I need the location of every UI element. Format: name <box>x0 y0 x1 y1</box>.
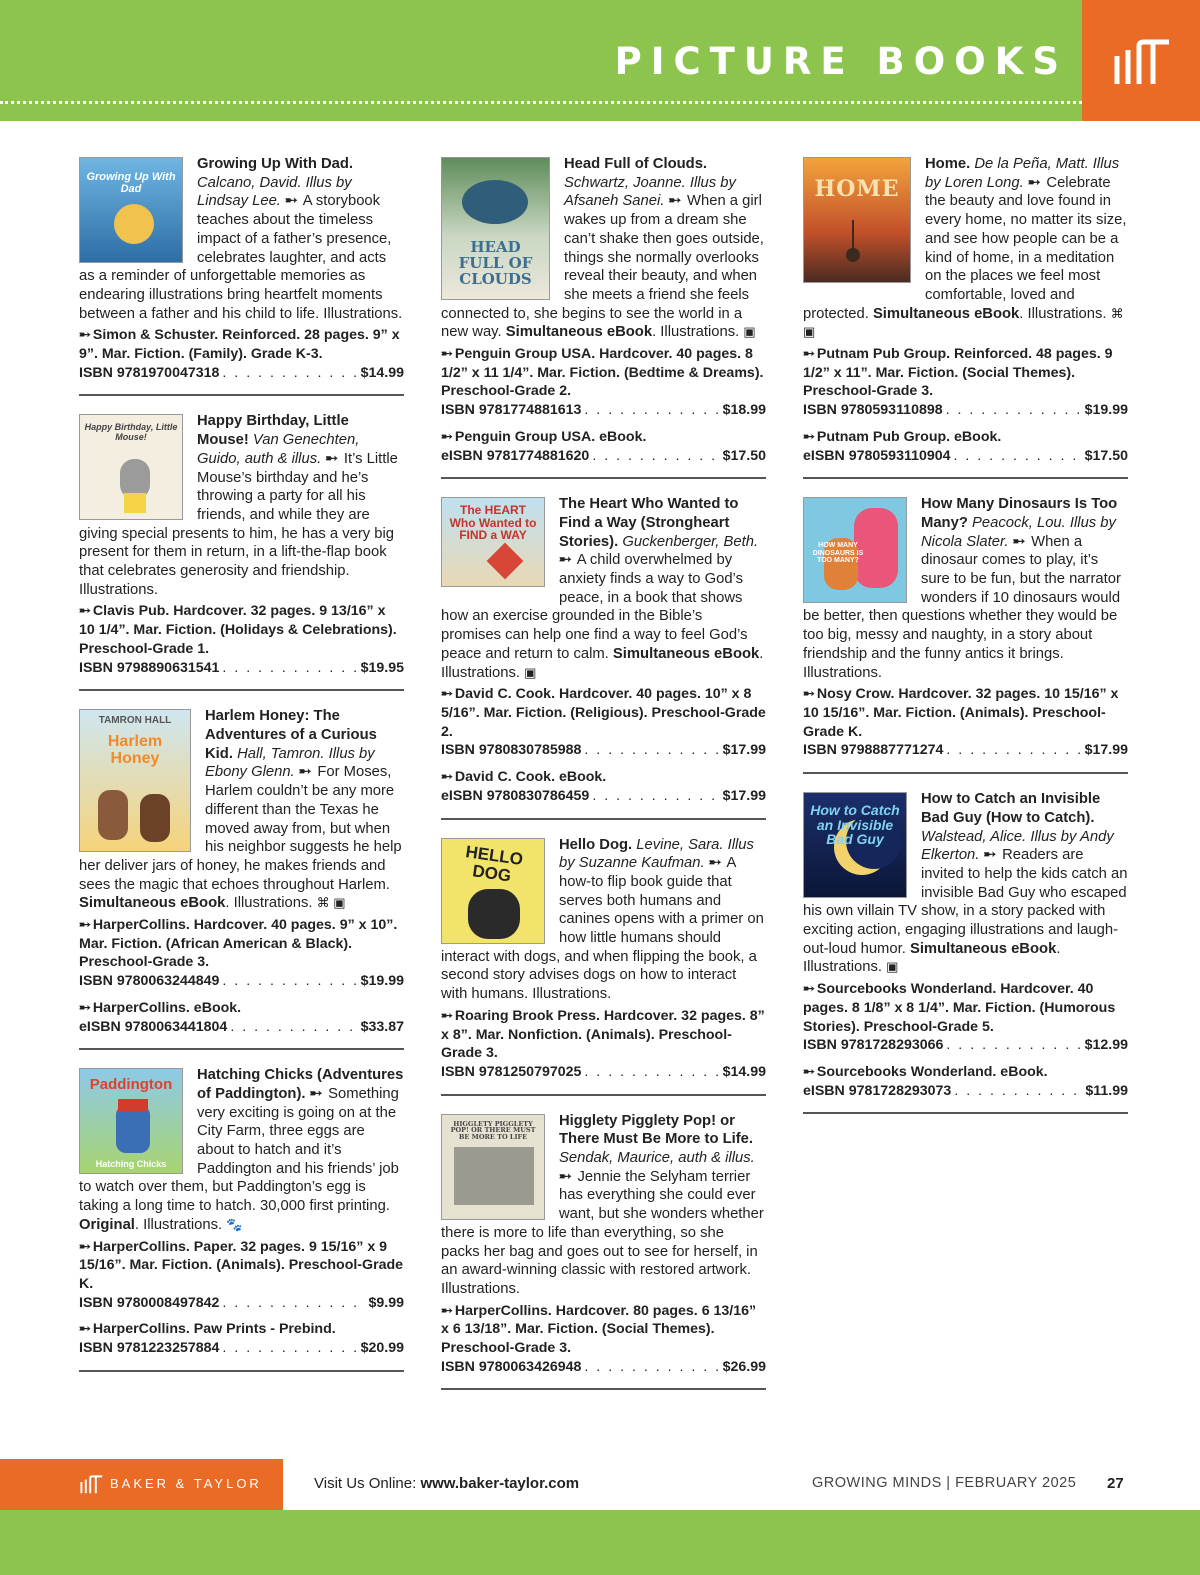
publisher-line: ➸ Simon & Schuster. Reinforced. 28 pages. 9” x 9”. Mar. Fiction. (Family). Grade K-3. <box>79 327 400 363</box>
baker-taylor-logo-icon <box>79 1472 103 1496</box>
publisher-line: ➸ Putnam Pub Group. eBook. <box>803 428 1002 445</box>
isbn-line: ISBN 9781970047318 . . . $14.99 <box>79 364 404 383</box>
book-cover[interactable]: Growing Up With Dad <box>79 157 183 263</box>
paw-icon: 🐾 <box>226 1216 243 1232</box>
publisher-line: ➸ HarperCollins. Hardcover. 80 pages. 6 13/16” x 6 13/18”. Mar. Fiction. (Social Themes). Preschool-Grade 3. <box>441 1302 757 1357</box>
isbn-line: ISBN 9798890631541 . . . $19.95 <box>79 659 404 678</box>
isbn-line: ISBN 9780593110898 . . . $19.99 <box>803 401 1128 420</box>
publisher-line: ➸ HarperCollins. Paw Prints - Prebind. <box>79 1321 336 1338</box>
footer <box>0 1459 1200 1510</box>
publisher-line: ➸ HarperCollins. eBook. <box>79 999 242 1016</box>
section-title: PICTURE BOOKS <box>614 40 1068 83</box>
dotted-divider <box>0 101 1082 104</box>
book-description: Growing Up With Dad. Calcano, David. Illus by Lindsay Lee. ➸ A storybook teaches about the timeless impact of a father’s presence, celebrates laughter, and acts as a reminder of unforgettable memories as endearing illustrations bring heartfelt moments between a father and his child to life. Illustrations. <box>79 156 403 322</box>
book-entry <box>79 707 404 1050</box>
ebook-icon: ▣ <box>524 664 537 680</box>
page-number: 27 <box>1107 1475 1124 1492</box>
book-entry <box>79 155 404 396</box>
book-cover[interactable]: HELLO DOG <box>441 838 545 944</box>
isbn-line: eISBN 9781728293073 . . . $11.99 <box>803 1082 1128 1101</box>
ebook-icon: ▣ <box>743 324 756 340</box>
book-description: Home. De la Peña, Matt. Illus by Loren Long. ➸ Celebrate the beauty and love found in every home, no matter its size, and see how people can be a kind of home, in a meditation on the places we feel most comfortable, loved and protected. Simultaneous eBook. Illustrations. ⌘ ▣ <box>803 156 1127 340</box>
publisher-line: ➸ Penguin Group USA. eBook. <box>441 428 647 445</box>
publisher-line: ➸ HarperCollins. Hardcover. 40 pages. 9” x 10”. Mar. Fiction. (African American & Black). Preschool-Grade 3. <box>79 917 398 971</box>
isbn-line: eISBN 9780593110904 . . . $17.50 <box>803 447 1128 466</box>
footer-url-link[interactable]: www.baker-taylor.com <box>420 1475 580 1492</box>
footer-logo[interactable] <box>0 1459 283 1510</box>
book-entry <box>79 1066 404 1372</box>
publisher-line: ➸ David C. Cook. Hardcover. 40 pages. 10” x 8 5/16”. Mar. Fiction. (Religious). Preschool-Grade 2. <box>441 686 766 740</box>
logo-tab <box>1082 0 1200 121</box>
column-3 <box>803 155 1128 1130</box>
publisher-line: ➸ Nosy Crow. Hardcover. 32 pages. 10 15/16” x 10 15/16”. Mar. Fiction. (Animals). Preschool-Grade K. <box>803 686 1119 740</box>
column-1 <box>79 155 404 1388</box>
book-entry <box>79 412 404 691</box>
book-entry <box>441 1112 766 1391</box>
book-description: Hello Dog. Levine, Sara. Illus by Suzanne Kaufman. ➸ A how-to flip book guide that serves both humans and canines opens with a primer on how little humans should interact with dogs, and when flipping the book, a second story advises dogs on how to interact with humans. Illustrations. <box>441 836 764 1003</box>
book-cover[interactable]: HOME <box>803 157 911 283</box>
baker-taylor-logo-icon <box>1111 38 1171 84</box>
book-description: How to Catch an Invisible Bad Guy (How to Catch). Walstead, Alice. Illus by Andy Elkerton. ➸ Readers are invited to help the kids catch an invisible Bad Guy who escaped his own villain TV show, in a story packed with exciting action, engaging illustrations and laugh-out-loud humor. Simultaneous eBook. Illustrations. ▣ <box>803 791 1128 976</box>
footer-band <box>0 1510 1200 1575</box>
publisher-line: ➸ Clavis Pub. Hardcover. 32 pages. 9 13/16” x 10 1/4”. Mar. Fiction. (Holidays & Celebrations). Preschool-Grade 1. <box>79 603 397 657</box>
book-cover[interactable]: HOW MANY DINOSAURS IS TOO MANY? <box>803 497 907 603</box>
publisher-line: ➸ Sourcebooks Wonderland. Hardcover. 40 pages. 8 1/8” x 8 1/4”. Mar. Fiction. (Humorous Stories). Preschool-Grade 5. <box>803 981 1116 1035</box>
isbn-line: ISBN 9781774881613 . . . $18.99 <box>441 401 766 420</box>
publisher-line: ➸ Putnam Pub Group. Reinforced. 48 pages. 9 1/2” x 11”. Mar. Fiction. (Social Themes). Preschool-Grade 3. <box>803 346 1113 400</box>
isbn-line: eISBN 9780063441804 . . . $33.87 <box>79 1018 404 1037</box>
book-description: Higglety Pigglety Pop! or There Must Be More to Life. Sendak, Maurice, auth & illus. ➸ Jennie the Selyham terrier has everything she could ever want, but she wonders whether there is more to life than everything, so she packs her bag and goes out to see for herself, in an award-winning classic with restored artwork. Illustrations. <box>441 1112 764 1297</box>
ebook-icon: ▣ <box>886 959 899 975</box>
isbn-line: ISBN 9780063244849 . . . $19.99 <box>79 972 404 991</box>
isbn-line: ISBN 9781250797025 . . . $14.99 <box>441 1063 766 1082</box>
book-cover[interactable]: The HEART Who Wanted to FIND a WAY <box>441 497 545 587</box>
book-entry <box>441 836 766 1096</box>
column-2 <box>441 155 766 1406</box>
isbn-line: eISBN 9780830786459 . . . $17.99 <box>441 787 766 806</box>
book-entry <box>441 495 766 819</box>
isbn-line: ISBN 9780830785988 . . . $17.99 <box>441 741 766 760</box>
isbn-line: ISBN 9780063426948 . . . $26.99 <box>441 1358 766 1377</box>
publisher-line: ➸ Sourcebooks Wonderland. eBook. <box>803 1063 1048 1080</box>
book-description: Hatching Chicks (Adventures of Paddington). ➸ Something very exciting is going on at the City Farm, three eggs are about to hatch and it’s Paddington and his friends’ job to watch over them, but Paddington’s egg is taking a long time to hatch. 30,000 first printing. Original. Illustrations. 🐾 <box>79 1067 404 1233</box>
book-cover[interactable]: How to Catch an Invisible Bad Guy <box>803 792 907 898</box>
book-cover[interactable]: Paddington Hatching Chicks <box>79 1068 183 1174</box>
publisher-line: ➸ David C. Cook. eBook. <box>441 769 607 786</box>
isbn-line: ISBN 9781728293066 . . . $12.99 <box>803 1036 1128 1055</box>
publisher-line: ➸ Penguin Group USA. Hardcover. 40 pages. 8 1/2” x 11 1/4”. Mar. Fiction. (Bedtime & Dreams). Preschool-Grade 2. <box>441 346 764 400</box>
book-description: Head Full of Clouds. Schwartz, Joanne. Illus by Afsaneh Sanei. ➸ When a girl wakes up from a dream she can’t shake then goes outside, things she normally overlooks reveal their beauty, and when she meets a friend she feels connected to, she begins to see the world in a new way. Simultaneous eBook. Illustrations. ▣ <box>441 156 764 341</box>
format-icons: ⌘ ▣ <box>316 895 346 911</box>
isbn-line: eISBN 9781774881620 . . . $17.50 <box>441 447 766 466</box>
isbn-line: ISBN 9781223257884 . . . $20.99 <box>79 1339 404 1358</box>
book-description: How Many Dinosaurs Is Too Many? Peacock, Lou. Illus by Nicola Slater. ➸ When a dinosaur comes to play, it’s sure to be fun, but the narrator wonders if 10 dinosaurs would be better, then questions whether they would be too big, messy and naughty, in a story about friendship and the funny antics it brings. Illustrations. <box>803 496 1121 681</box>
book-description: Harlem Honey: The Adventures of a Curious Kid. Hall, Tamron. Illus by Ebony Glenn. ➸ For Moses, Harlem couldn’t be any more different than the Texas he moved away from, but when his neighbor suggests he help her deliver jars of honey, he makes friends and sees the magic that echoes throughout Harlem. Simultaneous eBook. Illustrations. ⌘ ▣ <box>79 708 402 912</box>
publisher-line: ➸ HarperCollins. Paper. 32 pages. 9 15/16” x 9 15/16”. Mar. Fiction. (Animals). Preschool-Grade K. <box>79 1238 404 1292</box>
publisher-line: ➸ Roaring Brook Press. Hardcover. 32 pages. 8” x 8”. Mar. Nonfiction. (Animals). Preschool-Grade 3. <box>441 1007 765 1062</box>
book-cover[interactable]: Happy Birthday, Little Mouse! <box>79 414 183 520</box>
book-cover[interactable]: TAMRON HALL Harlem Honey <box>79 709 191 852</box>
book-entry <box>441 155 766 479</box>
book-description: The Heart Who Wanted to Find a Way (Strongheart Stories). Guckenberger, Beth. ➸ A child overwhelmed by anxiety finds a way to God’s peace, in a book that shows how an exercise grounded in the Bible’s promises can help one find a way to feel God’s peace and return to calm. Simultaneous eBook. Illustrations. ▣ <box>441 496 764 681</box>
book-entry <box>803 790 1128 1114</box>
footer-brand: BAKER & TAYLOR <box>110 1476 262 1491</box>
footer-issue: GROWING MINDS | FEBRUARY 2025 <box>812 1475 1077 1491</box>
isbn-line: ISBN 9780008497842 . . . $9.99 <box>79 1294 404 1313</box>
book-cover[interactable]: HEAD FULL OF CLOUDS <box>441 157 550 300</box>
book-description: Happy Birthday, Little Mouse! Van Genechten, Guido, auth & illus. ➸ It’s Little Mouse’s birthday and he’s throwing a party for all his friends, and while they are giving special presents to him, he has a very big present for them in return, in a lift-the-flap book that celebrates generosity and friendship. Illustrations. <box>79 413 398 598</box>
book-cover[interactable]: HIGGLETY PIGGLETY POP! OR THERE MUST BE MORE TO LIFE <box>441 1114 545 1220</box>
isbn-line: ISBN 9798887771274 . . . $17.99 <box>803 741 1128 760</box>
format-icons: ⌘ ▣ <box>803 305 1124 340</box>
header-band <box>0 0 1200 121</box>
footer-visit: Visit Us Online: www.baker-taylor.com <box>314 1475 580 1492</box>
book-entry <box>803 495 1128 774</box>
book-entry <box>803 155 1128 479</box>
